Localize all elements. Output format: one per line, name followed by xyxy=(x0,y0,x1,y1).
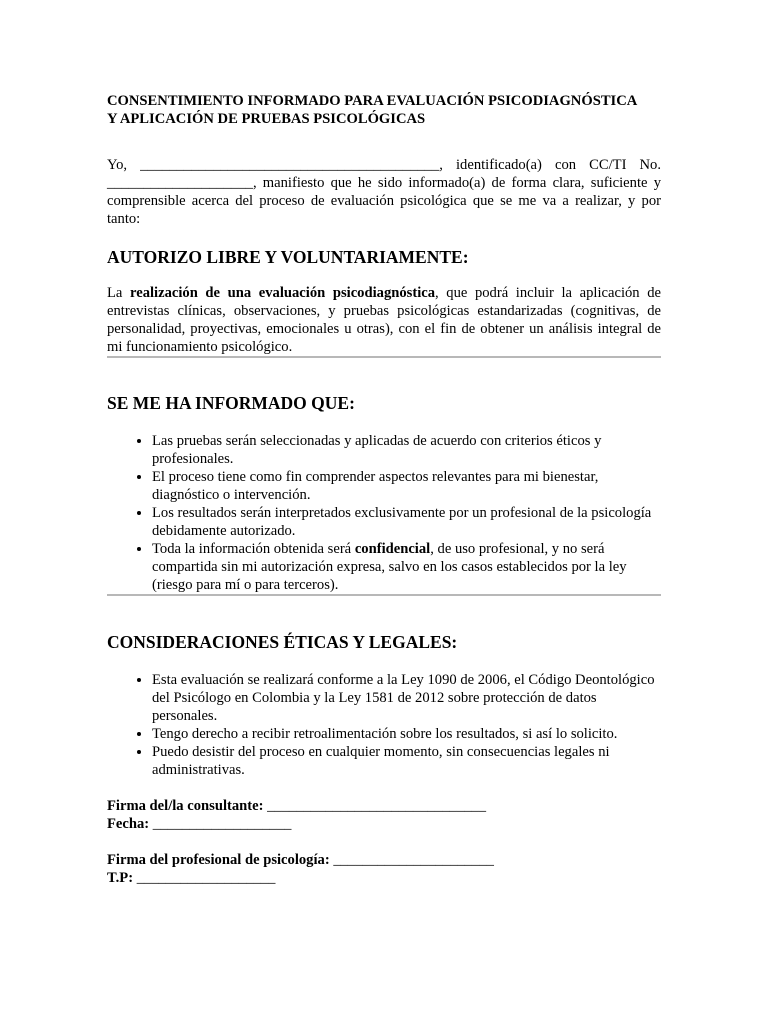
intro-paragraph: Yo, _________________________________________, identificado(a) con CC/TI No. ____________________, manifiesto que he sido informado(a) de forma clara, suficiente y comprensible acerca del proceso de evaluación psicológica que se me va a realizar, y por tanto: xyxy=(107,157,661,227)
section-heading-authorize: AUTORIZO LIBRE Y VOLUNTARIAMENTE: xyxy=(107,247,469,267)
tp-label: T.P: xyxy=(107,870,134,886)
list-item: • Esta evaluación se realizará conforme a la Ley 1090 de 2006, el Código Deontológico del Psicólogo en Colombia y la Ley 1581 de 2012 sobre protección de datos personales. xyxy=(152,671,661,725)
list-item: • Las pruebas serán seleccionadas y aplicadas de acuerdo con criterios éticos y profesionales. xyxy=(152,432,661,468)
list-item: • El proceso tiene como fin comprender aspectos relevantes para mi bienestar, diagnóstico o intervención. xyxy=(152,468,661,504)
list-item: • Los resultados serán interpretados exclusivamente por un profesional de la psicología debidamente autorizado. xyxy=(152,504,661,540)
authorize-paragraph xyxy=(107,284,661,356)
section-divider xyxy=(107,356,661,358)
professional-signature-line: ______________________ xyxy=(329,852,494,868)
date-row xyxy=(107,815,661,833)
confidential-lead: Toda la información obtenida será xyxy=(152,541,355,557)
list-item: • Tengo derecho a recibir retroalimentación sobre los resultados, si así lo solicito. xyxy=(152,725,661,743)
consultant-signature-label: Firma del/la consultante: xyxy=(107,798,264,814)
informed-list xyxy=(107,432,661,594)
document-title xyxy=(107,92,661,128)
confidential-rest: , de uso profesional, y no será compartida sin mi autorización expresa, salvo en los casos establecidos por la ley (riesgo para mí o para terceros). xyxy=(152,541,627,593)
authorize-bold: realización de una evaluación psicodiagnóstica xyxy=(130,285,436,301)
consultant-signature-row xyxy=(107,797,661,815)
section-heading-ethics: CONSIDERACIONES ÉTICAS Y LEGALES: xyxy=(107,632,458,652)
document-content xyxy=(107,92,661,887)
ethics-list xyxy=(107,671,661,779)
section-divider xyxy=(107,594,661,596)
professional-signature-row xyxy=(107,851,661,869)
date-line: ___________________ xyxy=(149,816,292,832)
authorize-lead: La xyxy=(107,285,130,301)
tp-line: ___________________ xyxy=(133,870,276,886)
list-item: • Puedo desistir del proceso en cualquier momento, sin consecuencias legales ni administrativas. xyxy=(152,743,661,779)
consultant-signature-line: ______________________________ xyxy=(263,798,487,814)
section-heading-informed: SE ME HA INFORMADO QUE: xyxy=(107,393,355,413)
authorize-rest: , que podrá incluir la aplicación de entrevistas clínicas, observaciones, y pruebas psicológicas estandarizadas (cognitivas, de personalidad, proyectivas, emocionales u otras), con el fin de obtener un análisis integral de mi funcionamiento psicológico. xyxy=(107,285,661,355)
date-label: Fecha: xyxy=(107,816,150,832)
title-line-2: Y APLICACIÓN DE PRUEBAS PSICOLÓGICAS xyxy=(107,111,426,127)
professional-signature-label: Firma del profesional de psicología: xyxy=(107,852,330,868)
list-item xyxy=(152,540,661,594)
confidential-bold: confidencial xyxy=(354,541,431,557)
title-line-1: CONSENTIMIENTO INFORMADO PARA EVALUACIÓN PSICODIAGNÓSTICA xyxy=(107,93,638,109)
tp-row xyxy=(107,869,661,887)
